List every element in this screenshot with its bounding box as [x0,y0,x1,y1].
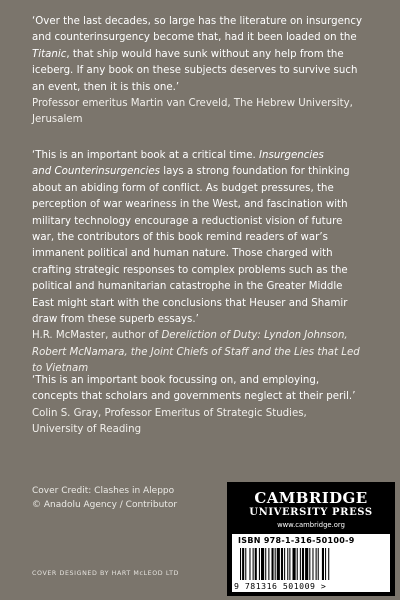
blurb-quote: ‘This is an important book at a critical time. Insurgencies and Counterinsurgencies lays a strong foundation for thinking about an abiding form of conflict. As budget pressures, the perception of war weariness in the West, and fascination with military technology encourage a reductionist vision of future war, the contributors of this book remind readers of war’s immanent political and human nature. Those charged with crafting strategic responses to complex problems such as the political and humanitarian catastrophe in the Greater Middle East might start with the conclusions that Heuser and Shamir draw from these superb essays.’ [32,150,350,326]
barcode-digits: 9 781316 501009 > [234,581,327,591]
barcode-bar [265,548,266,580]
barcode-bar [316,548,317,580]
barcode-bar [275,548,276,580]
barcode-bar [325,548,326,580]
barcode-bar [272,548,274,580]
barcode-bar [245,548,246,580]
barcode-bar [253,548,254,580]
blurb-gray [32,373,372,439]
barcode-bar [242,548,244,580]
barcode-bar [328,548,329,580]
barcode-bar [322,548,324,580]
blurb-quote: ‘Over the last decades, so large has the literature on insurgency and counterinsurgency become that, had it been loaded on the Titanic, that ship would have sunk without any help from the iceberg. If any book on these subjects deserves to survive such an event, then it is this one.’ [32,16,363,93]
blurb-attribution: Colin S. Gray, Professor Emeritus of Strategic Studies, University of Reading [32,407,307,436]
barcode-bar [240,548,241,580]
blurb-attribution: Professor emeritus Martin van Creveld, The Hebrew University, Jerusalem [32,98,353,126]
cover-credit: Cover Credit: Clashes in Aleppo © Anadolu Agency / Contributor [32,486,178,510]
blurb-quote: ‘This is an important book focussing on, and employing, concepts that scholars and governments neglect at their peril.’ [32,375,356,403]
barcode-bar [261,548,264,580]
barcode-bar [249,548,250,580]
publisher-panel [227,482,395,596]
barcode-bar [259,548,260,580]
publisher-url: www.cambridge.org [277,521,345,529]
publisher-logo: CAMBRIDGE [254,489,368,507]
barcode-bar [255,548,257,580]
barcode-bar [312,548,313,580]
barcode-bar [293,548,296,580]
barcode-bar [305,548,308,580]
barcode-bar [284,548,285,580]
barcode-icon [238,548,384,580]
barcode-bar [300,548,301,580]
barcode-bar [302,548,304,580]
barcode-bar [268,548,269,580]
blurb-van-creveld [32,14,372,129]
barcode-bar [281,548,283,580]
barcode-bar [277,548,280,580]
barcode-bar [287,548,288,580]
barcode-bar [309,548,310,580]
blurb-attribution: H.R. McMaster, author of Dereliction of Duty: Lyndon Johnson, Robert McNamara, the Joint Chiefs of Staff and the Lies that Led to Vietnam [32,330,360,375]
cover-designer: COVER DESIGNED BY HART McLEOD LTD [32,570,179,577]
blurb-mcmaster [32,148,372,378]
isbn-label: ISBN 978-1-316-50100-9 [238,536,355,545]
barcode-bar [289,548,290,580]
barcode-bar [318,548,319,580]
barcode-bar [297,548,298,580]
barcode-panel [232,534,390,592]
publisher-subname: UNIVERSITY PRESS [249,507,373,518]
